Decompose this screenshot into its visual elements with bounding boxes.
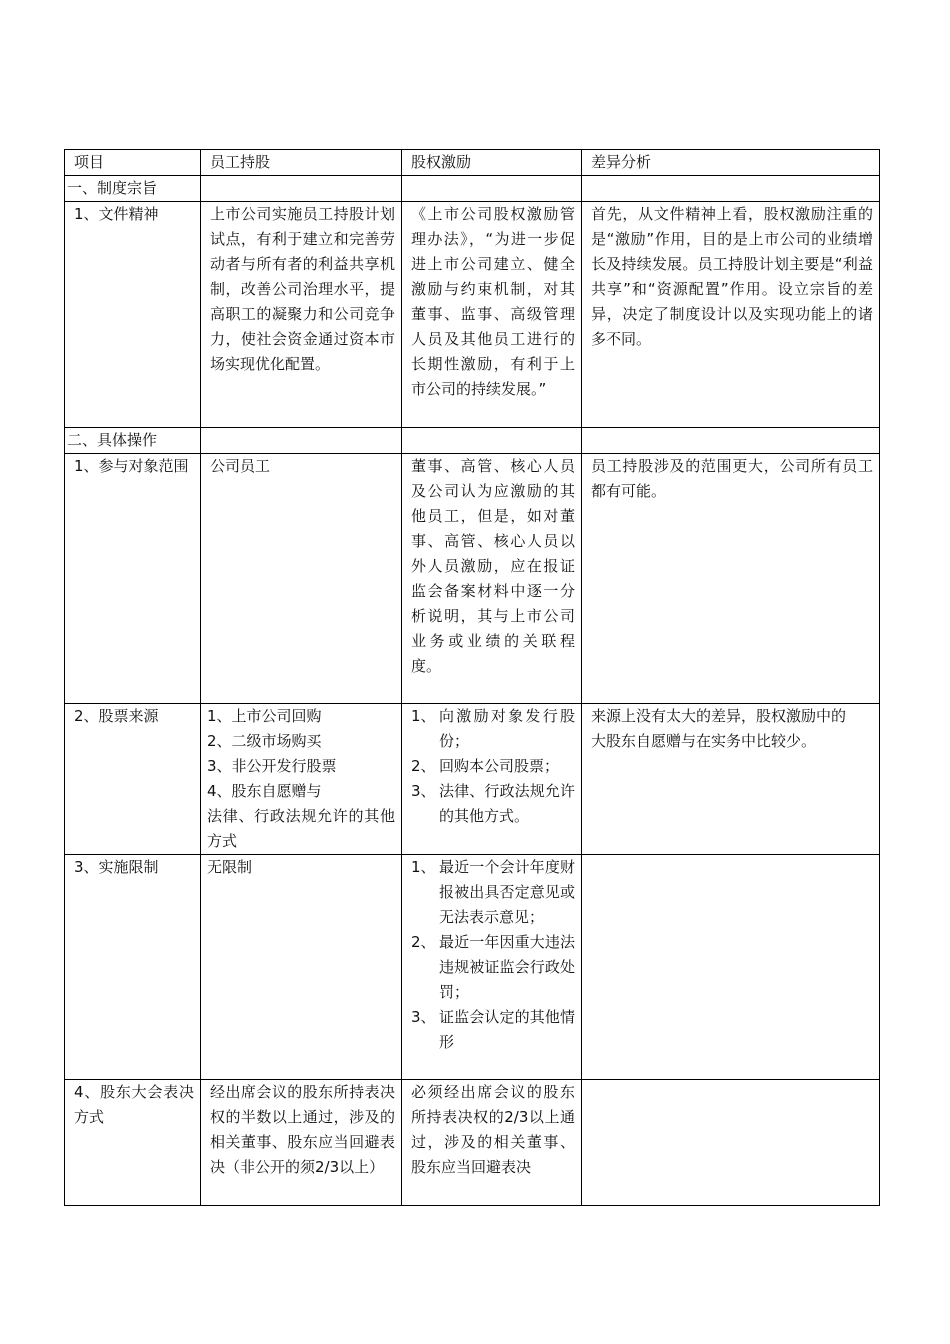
list-item: 3、 法律、行政法规允许的其他方式。	[411, 782, 575, 825]
diff-cell	[582, 855, 880, 1080]
list-item: 3、 证监会认定的其他情形	[411, 1008, 575, 1051]
header-cell-item: 项目	[65, 150, 201, 176]
list-item: 3、非公开发行股票	[207, 757, 337, 775]
diff-line: 大股东自愿赠与在实务中比较少。	[591, 732, 817, 750]
incentive-cell: 《上市公司股权激励管理办法》，“为进一步促进上市公司建立、健全激励与约束机制，对其董事、监事、高级管理人员及其他员工进行的长期性激励，有利于上市公司的持续发展。”	[402, 202, 582, 428]
table-row-participants	[65, 454, 880, 704]
table-row-document-spirit	[65, 202, 880, 428]
diff-cell	[582, 1080, 880, 1206]
header-cell-diff: 差异分析	[582, 150, 880, 176]
esop-cell: 上市公司实施员工持股计划试点，有利于建立和完善劳动者与所有者的利益共享机制，改善公司治理水平，提高职工的凝聚力和公司竞争力，使社会资金通过资本市场实现优化配置。	[201, 202, 402, 428]
section-row-operation	[65, 428, 880, 454]
header-cell-incentive: 股权激励	[402, 150, 582, 176]
header-cell-esop: 员工持股	[201, 150, 402, 176]
diff-cell: 首先，从文件精神上看，股权激励注重的是“激励”作用，目的是上市公司的业绩增长及持续发展。员工持股计划主要是“利益共享”和“资源配置”作用。设立宗旨的差异，决定了制度设计以及实现功能上的诸多不同。	[582, 202, 880, 428]
list-item: 1、 向激励对象发行股份；	[411, 707, 575, 750]
row-item: 3、实施限制	[65, 855, 201, 1080]
list-item: 4、股东自愿赠与	[207, 782, 322, 800]
row-item: 4、股东大会表决方式	[65, 1080, 201, 1206]
comparison-table	[64, 149, 880, 1206]
table-row-voting	[65, 1080, 880, 1206]
list-item: 法律、行政法规允许的其他方式	[207, 807, 395, 850]
incentive-cell: 必须经出席会议的股东所持表决权的2/3以上通过，涉及的相关董事、股东应当回避表决	[402, 1080, 582, 1206]
table-row-stock-source	[65, 704, 880, 855]
row-item: 1、参与对象范围	[65, 454, 201, 704]
esop-cell: 公司员工	[201, 454, 402, 704]
section-title: 一、制度宗旨	[65, 176, 201, 202]
list-item: 1、 最近一个会计年度财报被出具否定意见或无法表示意见；	[411, 858, 575, 926]
diff-cell: 员工持股涉及的范围更大，公司所有员工都有可能。	[582, 454, 880, 704]
incentive-cell	[402, 704, 582, 855]
section-title: 二、具体操作	[65, 428, 201, 454]
table-header-row	[65, 150, 880, 176]
esop-cell: 经出席会议的股东所持表决权的半数以上通过，涉及的相关董事、股东应当回避表决（非公开的须2/3以上）	[201, 1080, 402, 1206]
esop-cell: 无限制	[201, 855, 402, 1080]
diff-cell	[582, 704, 880, 855]
list-item: 2、 回购本公司股票；	[411, 757, 560, 775]
section-row-purpose	[65, 176, 880, 202]
incentive-cell	[402, 855, 582, 1080]
esop-cell	[201, 704, 402, 855]
list-item: 2、 最近一年因重大违法违规被证监会行政处罚；	[411, 933, 575, 1001]
list-item: 1、上市公司回购	[207, 707, 322, 725]
row-item: 1、文件精神	[65, 202, 201, 428]
table-row-restrictions	[65, 855, 880, 1080]
row-item: 2、股票来源	[65, 704, 201, 855]
diff-line: 来源上没有太大的差异，股权激励中的	[591, 707, 847, 725]
incentive-cell: 董事、高管、核心人员及公司认为应激励的其他员工，但是，如对董事、高管、核心人员以外人员激励，应在报证监会备案材料中逐一分析说明，其与上市公司业务或业绩的关联程度。	[402, 454, 582, 704]
list-item: 2、二级市场购买	[207, 732, 322, 750]
